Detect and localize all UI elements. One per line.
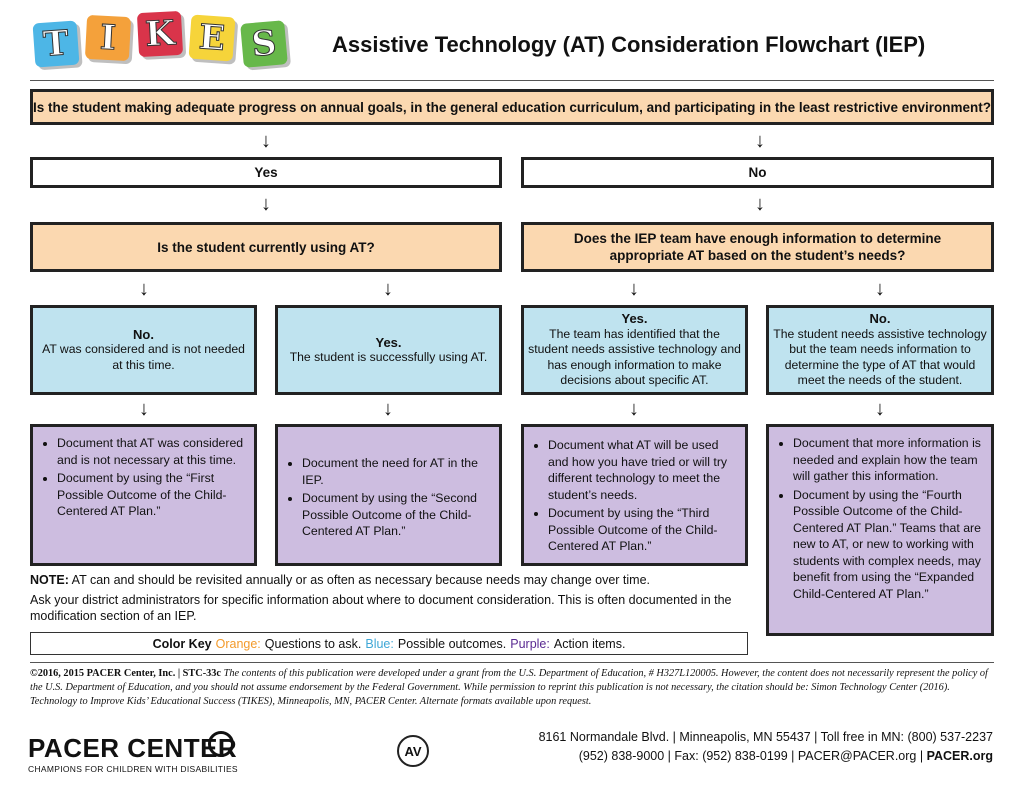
arrow-down-icon: ↓ [261, 193, 271, 215]
pacer-logo-text: PACER CENTER [28, 733, 238, 763]
right-question-box [521, 222, 994, 272]
tikes-logo [30, 8, 300, 80]
action-item: • Document what AT will be used and how you have tried or will try different technology to meet the student’s needs. [548, 437, 737, 503]
arrow-down-icon: ↓ [755, 193, 765, 215]
note-line [30, 572, 760, 588]
arrow-down-icon: ↓ [383, 398, 393, 420]
outcome-heading: No. [869, 311, 891, 327]
action-item: • Document the need for AT in the IEP. [302, 455, 491, 488]
footer-divider [30, 662, 994, 663]
logo-block-t: T [33, 21, 80, 68]
address-line: 8161 Normandale Blvd. | Minneapolis, MN 55437 | Toll free in MN: (800) 537-2237 [538, 730, 993, 744]
pacer-tagline: CHAMPIONS FOR CHILDREN WITH DISABILITIES [28, 764, 238, 774]
color-key-orange-text: Questions to ask. [264, 636, 362, 651]
action-list [41, 435, 246, 522]
left-question-text: Is the student currently using AT? [157, 239, 375, 255]
color-key-label: Color Key [152, 636, 212, 651]
arrow-down-icon: ↓ [261, 130, 271, 152]
no-label: No [748, 165, 767, 180]
action-item: • Document that more information is needed and explain how the team will gather this information. [793, 435, 983, 485]
outcome-box-3 [521, 305, 748, 395]
pacer-logo [28, 729, 268, 779]
action-list [532, 437, 737, 557]
action-item: • Document by using the “Fourth Possible Outcome of the Child-Centered AT Plan.” Teams that are new to AT, or new to working with students with complex needs, may benefit from using the “Expanded Child-Centered AT Plan.” [793, 487, 983, 603]
action-item: • Document by using the “Second Possible Outcome of the Child-Centered AT Plan.” [302, 490, 491, 540]
outcome-text: The student is successfully using AT. [289, 350, 488, 364]
outcome-text: AT was considered and is not needed at this time. [42, 342, 245, 372]
action-list [286, 455, 491, 542]
copyright-bold: ©2016, 2015 PACER Center, Inc. | STC-33c [30, 668, 222, 679]
outcome-box-1 [30, 305, 257, 395]
right-question-text: Does the IEP team have enough information to determine appropriate AT based on the student’s needs? [573, 231, 942, 263]
logo-block-s: S [240, 20, 288, 68]
arrow-down-icon: ↓ [875, 278, 885, 300]
color-key-blue-text: Possible outcomes. [397, 636, 507, 651]
action-box-3 [521, 424, 748, 566]
action-list [777, 435, 983, 604]
copyright-body: The contents of this publication were developed under a grant from the U.S. Department of Education, # H327L120005. However, the content does not necessarily represent the policy of the U.S. Department of Education, and you should not assume endorsement by the Federal Government. While permission to reprint this publication is not necessary, the citation should be: Simon Technology Center (2016). Technology to Improve Kids’ Educational Success (TIKES), Minneapolis, MN, PACER Center. Alternate formats available upon request. [30, 668, 988, 707]
yes-box [30, 157, 502, 188]
color-key-purple-label: Purple: [510, 636, 550, 651]
outcome-text: The team has identified that the student needs assistive technology and has enough information to make decisions about specific AT. [528, 326, 741, 388]
no-box [521, 157, 994, 188]
arrow-down-icon: ↓ [139, 398, 149, 420]
color-key-box [30, 632, 748, 655]
arrow-down-icon: ↓ [629, 398, 639, 420]
logo-block-i: I [85, 15, 131, 61]
action-box-4 [766, 424, 994, 636]
action-item: • Document by using the “Third Possible Outcome of the Child-Centered AT Plan.” [548, 505, 737, 555]
action-item: • Document that AT was considered and is not necessary at this time. [57, 435, 246, 468]
arrow-down-icon: ↓ [383, 278, 393, 300]
note-text: AT can and should be revisited annually or as often as necessary because needs may change over time. [68, 573, 651, 587]
header-divider [30, 80, 994, 81]
outcome-text: The student needs assistive technology but the team needs information to determine the type of AT that would meet the needs of the student. [773, 326, 987, 388]
color-key-blue-label: Blue: [365, 636, 394, 651]
contact-line [440, 749, 993, 763]
left-question-box [30, 222, 502, 272]
arrow-down-icon: ↓ [629, 278, 639, 300]
arrow-down-icon: ↓ [875, 398, 885, 420]
top-question-text: Is the student making adequate progress on annual goals, in the general education curriculum, and participating in the least restrictive environment? [33, 99, 991, 115]
website-link[interactable]: PACER.org [926, 749, 993, 763]
top-question-box [30, 89, 994, 125]
action-box-1 [30, 424, 257, 566]
outcome-box-4 [766, 305, 994, 395]
arrow-down-icon: ↓ [139, 278, 149, 300]
ask-text: Ask your district administrators for specific information about where to document consideration. This is often documented in the modification section of an IEP. [30, 593, 732, 623]
action-box-2 [275, 424, 502, 566]
outcome-heading: No. [133, 326, 154, 342]
av-logo-text: AV [404, 743, 422, 759]
av-logo [397, 735, 429, 767]
arrow-down-icon: ↓ [755, 130, 765, 152]
contact-text: (952) 838-9000 | Fax: (952) 838-0199 | PACER@PACER.org | [578, 749, 927, 763]
logo-block-e: E [189, 15, 236, 62]
page-title: Assistive Technology (AT) Consideration Flowchart (IEP) [332, 32, 926, 57]
outcome-box-2 [275, 305, 502, 395]
logo-block-k: K [137, 11, 183, 57]
pacer-person-icon [208, 731, 234, 757]
color-key-orange-label: Orange: [215, 636, 261, 651]
copyright-text [30, 667, 994, 709]
yes-label: Yes [254, 165, 278, 180]
note-label: NOTE: [30, 573, 69, 587]
action-item: • Document by using the “First Possible Outcome of the Child-Centered AT Plan.” [57, 470, 246, 520]
outcome-heading: Yes. [621, 311, 648, 327]
outcome-heading: Yes. [375, 334, 402, 350]
color-key-purple-text: Action items. [553, 636, 626, 651]
